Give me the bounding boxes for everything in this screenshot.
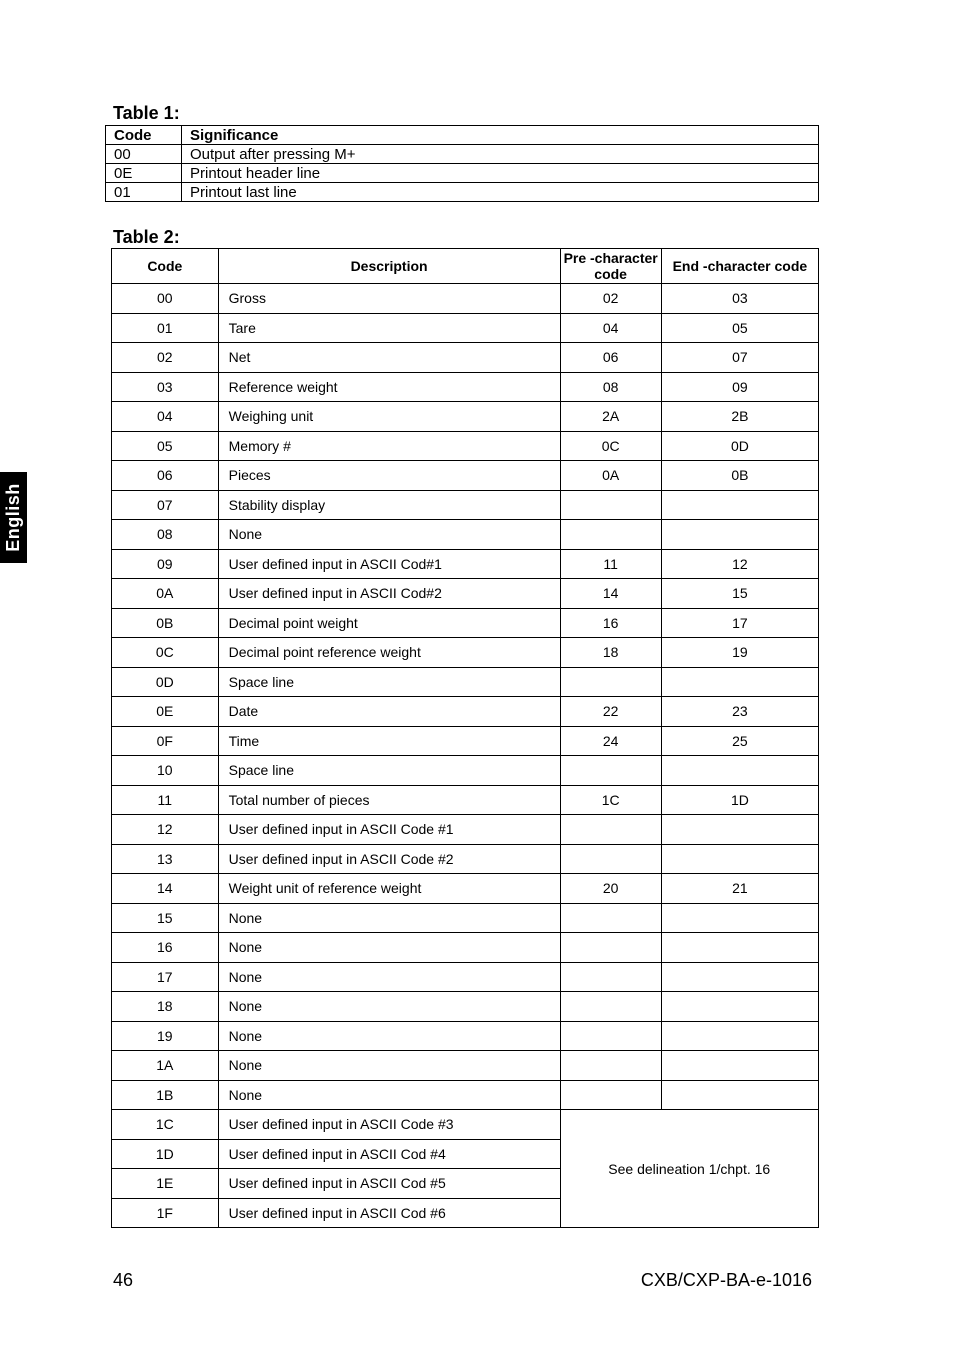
table2-cell-description: Tare	[218, 313, 560, 343]
table2-merged-note: See delineation 1/chpt. 16	[560, 1110, 818, 1228]
table2-cell-end-character	[661, 1080, 818, 1110]
table2-cell-pre-character: 04	[560, 313, 661, 343]
table2-cell-pre-character: 0C	[560, 431, 661, 461]
table2-cell-description: User defined input in ASCII Code #2	[218, 844, 560, 874]
table2-cell-description: Reference weight	[218, 372, 560, 402]
table2-cell-description: None	[218, 520, 560, 550]
table2-cell-code: 19	[112, 1021, 219, 1051]
table-row	[106, 183, 819, 202]
table-row	[112, 520, 819, 550]
table2-cell-pre-character: 06	[560, 343, 661, 373]
table-row	[112, 1051, 819, 1081]
table2-cell-code: 1A	[112, 1051, 219, 1081]
table2	[111, 248, 819, 1228]
table2-cell-pre-character	[560, 815, 661, 845]
table2-cell-end-character	[661, 1021, 818, 1051]
table-row	[112, 284, 819, 314]
table2-cell-end-character: 23	[661, 697, 818, 727]
table2-cell-description: User defined input in ASCII Cod #6	[218, 1198, 560, 1228]
table2-header-pre-character: Pre -character code	[560, 249, 661, 284]
table2-cell-code: 02	[112, 343, 219, 373]
table2-cell-pre-character: 02	[560, 284, 661, 314]
table2-cell-pre-character	[560, 1051, 661, 1081]
table-row	[112, 1110, 819, 1140]
table2-cell-end-character: 05	[661, 313, 818, 343]
table2-cell-end-character: 03	[661, 284, 818, 314]
language-side-tab-label: English	[3, 483, 24, 552]
table2-cell-pre-character: 24	[560, 726, 661, 756]
table1-cell-code: 0E	[106, 164, 182, 183]
table2-cell-pre-character	[560, 520, 661, 550]
table-row	[112, 844, 819, 874]
table2-cell-code: 15	[112, 903, 219, 933]
table2-header-end-character: End -character code	[661, 249, 818, 284]
table2-cell-pre-character	[560, 490, 661, 520]
table-row	[112, 1080, 819, 1110]
table2-header-description: Description	[218, 249, 560, 284]
table2-cell-code: 01	[112, 313, 219, 343]
table2-cell-description: User defined input in ASCII Cod#1	[218, 549, 560, 579]
table2-cell-code: 1F	[112, 1198, 219, 1228]
table2-cell-end-character	[661, 903, 818, 933]
table-row	[112, 962, 819, 992]
table2-cell-code: 0F	[112, 726, 219, 756]
table2-cell-description: Time	[218, 726, 560, 756]
table2-cell-pre-character: 18	[560, 638, 661, 668]
table2-cell-pre-character: 0A	[560, 461, 661, 491]
table2-cell-pre-character: 11	[560, 549, 661, 579]
table-row	[112, 343, 819, 373]
table2-cell-pre-character: 22	[560, 697, 661, 727]
table2-cell-end-character	[661, 490, 818, 520]
table2-cell-pre-character: 08	[560, 372, 661, 402]
table2-cell-end-character: 12	[661, 549, 818, 579]
table2-cell-end-character: 17	[661, 608, 818, 638]
table2-cell-description: None	[218, 992, 560, 1022]
table-row	[112, 933, 819, 963]
table2-cell-code: 12	[112, 815, 219, 845]
table2-cell-pre-character: 14	[560, 579, 661, 609]
table2-cell-code: 18	[112, 992, 219, 1022]
table2-cell-description: None	[218, 962, 560, 992]
table2-cell-code: 0C	[112, 638, 219, 668]
table2-cell-description: User defined input in ASCII Code #1	[218, 815, 560, 845]
table2-cell-code: 09	[112, 549, 219, 579]
document-code: CXB/CXP-BA-e-1016	[640, 1270, 812, 1290]
table2-cell-end-character: 1D	[661, 785, 818, 815]
table2-cell-pre-character	[560, 844, 661, 874]
table1-cell-significance: Printout header line	[182, 164, 819, 183]
table2-cell-description: Stability display	[218, 490, 560, 520]
table-row	[112, 313, 819, 343]
table1-cell-significance: Output after pressing M+	[182, 145, 819, 164]
table2-cell-description: Space line	[218, 756, 560, 786]
table1-title: Table 1:	[113, 103, 180, 123]
table1-cell-code: 00	[106, 145, 182, 164]
table-row	[106, 164, 819, 183]
table2-cell-description: Net	[218, 343, 560, 373]
table2-cell-pre-character	[560, 756, 661, 786]
table2-cell-description: User defined input in ASCII Cod #4	[218, 1139, 560, 1169]
table-row	[112, 697, 819, 727]
table2-cell-description: Weight unit of reference weight	[218, 874, 560, 904]
table2-cell-description: User defined input in ASCII Code #3	[218, 1110, 560, 1140]
table2-cell-end-character: 25	[661, 726, 818, 756]
table-row	[112, 992, 819, 1022]
table2-cell-code: 13	[112, 844, 219, 874]
table2-cell-pre-character: 20	[560, 874, 661, 904]
table2-cell-end-character: 15	[661, 579, 818, 609]
table2-cell-end-character	[661, 844, 818, 874]
table-row	[112, 608, 819, 638]
table-row	[106, 145, 819, 164]
table2-cell-pre-character	[560, 962, 661, 992]
table2-cell-code: 1D	[112, 1139, 219, 1169]
table2-cell-end-character: 2B	[661, 402, 818, 432]
table2-cell-code: 05	[112, 431, 219, 461]
table2-cell-end-character: 19	[661, 638, 818, 668]
table2-cell-description: None	[218, 1021, 560, 1051]
table-row	[112, 815, 819, 845]
table2-cell-end-character	[661, 520, 818, 550]
table2-cell-code: 1B	[112, 1080, 219, 1110]
table2-cell-code: 07	[112, 490, 219, 520]
table2-cell-description: User defined input in ASCII Cod#2	[218, 579, 560, 609]
table-row	[112, 579, 819, 609]
table-row	[112, 638, 819, 668]
table1-header-code: Code	[106, 126, 182, 145]
table-row	[112, 726, 819, 756]
table-row	[112, 372, 819, 402]
table2-cell-pre-character	[560, 903, 661, 933]
table1-cell-significance: Printout last line	[182, 183, 819, 202]
table2-cell-description: Gross	[218, 284, 560, 314]
table-row	[112, 461, 819, 491]
table-row	[112, 903, 819, 933]
language-side-tab	[0, 472, 27, 563]
table2-title: Table 2:	[113, 227, 180, 247]
table2-cell-code: 06	[112, 461, 219, 491]
table2-cell-pre-character	[560, 1080, 661, 1110]
table2-cell-pre-character	[560, 1021, 661, 1051]
table2-cell-end-character: 21	[661, 874, 818, 904]
table2-cell-end-character	[661, 992, 818, 1022]
table-row	[112, 549, 819, 579]
table2-cell-description: Space line	[218, 667, 560, 697]
table2-cell-code: 1E	[112, 1169, 219, 1199]
table2-cell-end-character: 0D	[661, 431, 818, 461]
table2-cell-code: 03	[112, 372, 219, 402]
table2-cell-description: None	[218, 903, 560, 933]
table-row	[112, 431, 819, 461]
table2-cell-code: 11	[112, 785, 219, 815]
table2-cell-code: 10	[112, 756, 219, 786]
table2-cell-description: Weighing unit	[218, 402, 560, 432]
table-row	[112, 402, 819, 432]
table2-cell-code: 0E	[112, 697, 219, 727]
table2-cell-pre-character: 2A	[560, 402, 661, 432]
table2-cell-end-character	[661, 667, 818, 697]
table1	[105, 125, 819, 202]
table2-cell-code: 16	[112, 933, 219, 963]
table2-cell-code: 0B	[112, 608, 219, 638]
table-row	[112, 1021, 819, 1051]
table2-cell-end-character	[661, 1051, 818, 1081]
table2-cell-description: None	[218, 1080, 560, 1110]
table2-cell-end-character	[661, 933, 818, 963]
table2-cell-pre-character: 16	[560, 608, 661, 638]
table2-cell-description: Date	[218, 697, 560, 727]
table2-cell-end-character	[661, 962, 818, 992]
table2-cell-code: 00	[112, 284, 219, 314]
table-row	[112, 756, 819, 786]
table2-header-code: Code	[112, 249, 219, 284]
table2-cell-end-character: 07	[661, 343, 818, 373]
table2-cell-code: 08	[112, 520, 219, 550]
table2-cell-pre-character: 1C	[560, 785, 661, 815]
table2-cell-description: Total number of pieces	[218, 785, 560, 815]
table2-cell-code: 0A	[112, 579, 219, 609]
table2-cell-end-character: 09	[661, 372, 818, 402]
table-row	[112, 874, 819, 904]
table-row	[112, 785, 819, 815]
table2-cell-description: Pieces	[218, 461, 560, 491]
table2-cell-description: Decimal point reference weight	[218, 638, 560, 668]
table2-cell-code: 04	[112, 402, 219, 432]
table2-cell-end-character	[661, 756, 818, 786]
table-row	[112, 667, 819, 697]
table2-cell-pre-character	[560, 667, 661, 697]
table1-header-row	[106, 126, 819, 145]
page-number: 46	[113, 1270, 134, 1290]
table2-cell-description: None	[218, 1051, 560, 1081]
table2-cell-description: None	[218, 933, 560, 963]
table2-cell-description: User defined input in ASCII Cod #5	[218, 1169, 560, 1199]
table1-header-significance: Significance	[182, 126, 819, 145]
table2-cell-code: 14	[112, 874, 219, 904]
table-row	[112, 490, 819, 520]
table1-cell-code: 01	[106, 183, 182, 202]
table2-cell-description: Memory #	[218, 431, 560, 461]
table2-cell-code: 0D	[112, 667, 219, 697]
table2-cell-pre-character	[560, 933, 661, 963]
table2-cell-code: 17	[112, 962, 219, 992]
table2-header-row	[112, 249, 819, 284]
table2-cell-description: Decimal point weight	[218, 608, 560, 638]
table2-cell-code: 1C	[112, 1110, 219, 1140]
table2-cell-end-character: 0B	[661, 461, 818, 491]
table2-cell-pre-character	[560, 992, 661, 1022]
table2-cell-end-character	[661, 815, 818, 845]
